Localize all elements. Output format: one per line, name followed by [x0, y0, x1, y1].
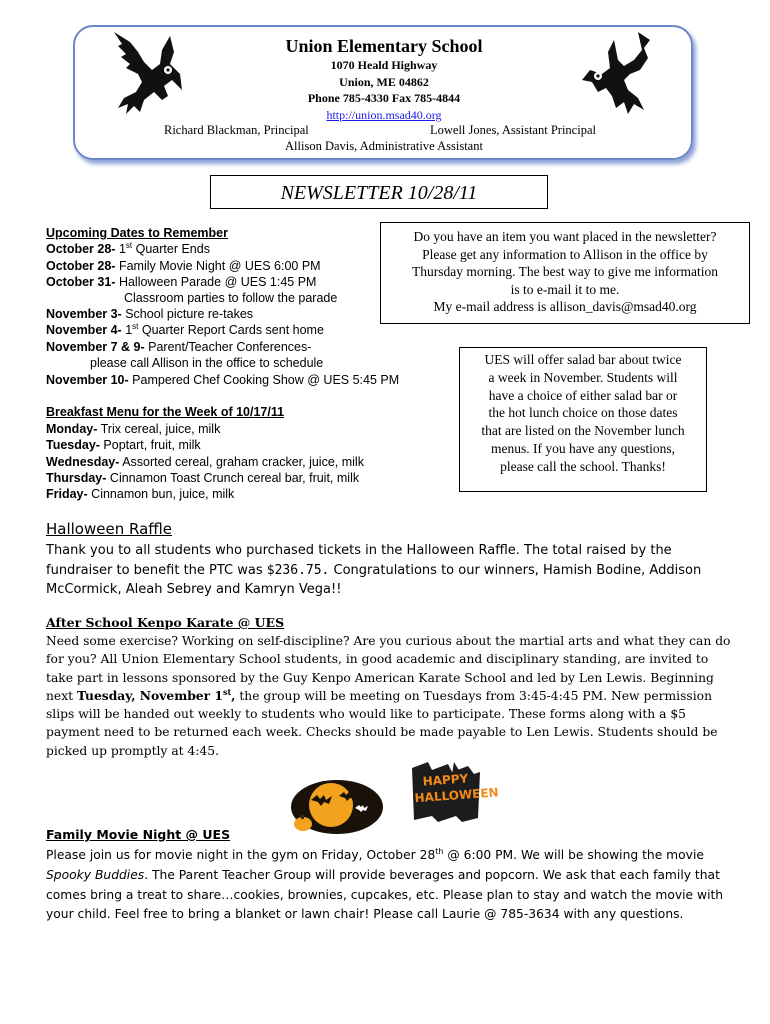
breakfast-item: Wednesday- Assorted cereal, graham cracker, juice, milk	[46, 455, 364, 469]
movie-night-paragraph: Please join us for movie night in the gym on Friday, October 28th @ 6:00 PM. We will be showing the movie Spooky Buddies. The Parent Teacher Group will provide beverages and popcorn. We ask that each family that comes bring a treat to share…cookies, brownies, cupcakes, etc. Please plan to stay and watch the movie with your child. Feel free to bring a blanket or lawn chair! Please call Laurie @ 785-3634 with any questions.	[46, 846, 724, 922]
upcoming-item: November 7 & 9- Parent/Teacher Conferences-	[46, 340, 312, 354]
breakfast-item: Thursday- Cinnamon Toast Crunch cereal bar, fruit, milk	[46, 471, 360, 485]
upcoming-dates-heading: Upcoming Dates to Remember	[46, 226, 228, 240]
upcoming-item: November 4- 1st Quarter Report Cards sent home	[46, 321, 324, 337]
karate-heading: After School Kenpo Karate @ UES	[46, 615, 285, 630]
upcoming-item: October 31- Halloween Parade @ UES 1:45 PM	[46, 275, 317, 289]
address-line-2: Union, ME 04862	[339, 75, 429, 89]
raffle-paragraph: Thank you to all students who purchased tickets in the Halloween Raffle. The total raised by the fundraiser to benefit the PTC was $236.75. Congratulations to our winners, Hamish Bodine, Addison McCormick, Aleah Sebrey and Kamryn Vega!!	[46, 543, 702, 597]
upcoming-item: November 3- School picture re-takes	[46, 307, 254, 321]
newsletter-title: NEWSLETTER 10/28/11	[210, 175, 548, 209]
movie-night-heading: Family Movie Night @ UES	[46, 827, 231, 842]
principal-name: Richard Blackman, Principal	[164, 123, 309, 137]
karate-paragraph: Need some exercise? Working on self-discipline? Are you curious about the martial arts and what they can do for you? All Union Elementary School students, in good academic and disciplinary standing, are invited to take part in lessons sponsored by the Guy Kenpo American Karate School and led by Len Lewis. Beginning next Tuesday, November 1st, the group will be meeting on Tuesdays from 3:45-4:45 PM. New permission slips will be handed out weekly to students who would like to participate. These forms along with a $5 payment need to be returned each week. Checks should be made payable to Len Lewis. Students should be picked up promptly at 4:45.	[46, 634, 731, 758]
upcoming-item: October 28- 1st Quarter Ends	[46, 240, 210, 256]
upcoming-item: November 10- Pampered Chef Cooking Show @ UES 5:45 PM	[46, 373, 400, 387]
raffle-heading: Halloween Raffle	[46, 520, 172, 538]
admin-assistant-name: Allison Davis, Administrative Assistant	[285, 139, 483, 153]
breakfast-item: Monday- Trix cereal, juice, milk	[46, 422, 221, 436]
newsletter-info-box: Do you have an item you want placed in the newsletter? Please get any information to Allison in the office by Thursday morning. The best way to give me information is to e-mail it to me. My e-mail address is allison_davis@msad40.org	[380, 222, 750, 324]
salad-bar-box: UES will offer salad bar about twice a week in November. Students will have a choice of either salad bar or the hot lunch choice on those dates that are listed on the November lunch menus. If you have any questions, please call the school. Thanks!	[459, 347, 707, 492]
upcoming-item-note: please call Allison in the office to schedule	[90, 356, 324, 370]
school-name: Union Elementary School	[285, 36, 483, 56]
assistant-principal-name: Lowell Jones, Assistant Principal	[430, 123, 596, 137]
breakfast-item: Tuesday- Poptart, fruit, milk	[46, 438, 201, 452]
upcoming-item-note: Classroom parties to follow the parade	[124, 291, 338, 305]
upcoming-item: October 28- Family Movie Night @ UES 6:00 PM	[46, 259, 321, 273]
halloween-moon-clipart	[289, 778, 385, 836]
breakfast-item: Friday- Cinnamon bun, juice, milk	[46, 487, 235, 501]
breakfast-heading: Breakfast Menu for the Week of 10/17/11	[46, 405, 285, 419]
happy-halloween-clipart: HAPPY HALLOWEEN	[408, 760, 484, 824]
school-website-link[interactable]: http://union.msad40.org	[326, 108, 442, 122]
address-line-1: 1070 Heald Highway	[330, 58, 438, 72]
phone-fax: Phone 785-4330 Fax 785-4844	[307, 91, 461, 105]
